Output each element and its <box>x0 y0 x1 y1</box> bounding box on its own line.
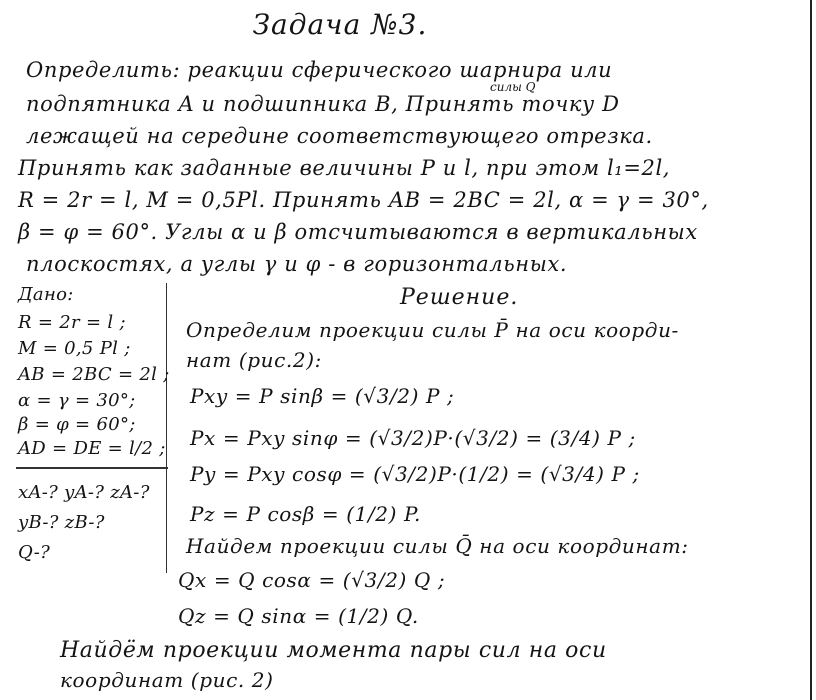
given-item: β = φ = 60°; <box>18 414 136 435</box>
unknown-item: Q-? <box>18 542 51 563</box>
problem-line: Принять как заданные величины P и l, при этом l₁=2l, <box>18 156 671 180</box>
formula-line: Pz = P cosβ = (1/2) P. <box>190 502 421 526</box>
given-item: M = 0,5 Pl ; <box>18 338 131 359</box>
given-divider <box>16 467 168 469</box>
solution-line: Определим проекции силы P̄ на оси коорди- <box>186 318 679 342</box>
formula-line: Px = Pxy sinφ = (√3/2)P·(√3/2) = (3/4) P ; <box>190 426 636 450</box>
formula-line: Qx = Q cosα = (√3/2) Q ; <box>178 568 446 592</box>
solution-line: нат (рис.2): <box>186 348 322 372</box>
formula-line: Pxy = P sinβ = (√3/2) P ; <box>190 384 455 408</box>
solution-line: координат (рис. 2) <box>60 668 274 692</box>
problem-line: R = 2r = l, M = 0,5Pl. Принять AB = 2BC = 2l, α = γ = 30°, <box>18 188 709 212</box>
given-item: α = γ = 30°; <box>18 390 136 411</box>
unknown-item: xA-? yA-? zA-? <box>18 482 150 503</box>
given-item: AD = DE = l/2 ; <box>18 438 166 459</box>
solution-line: Найдём проекции момента пары сил на оси <box>60 638 607 663</box>
formula-line: Py = Pxy cosφ = (√3/2)P·(1/2) = (√3/4) P ; <box>190 462 640 486</box>
margin-annotation: силы Q <box>490 80 536 94</box>
formula-line: Qz = Q sinα = (1/2) Q. <box>178 604 419 628</box>
problem-line: β = φ = 60°. Углы α и β отсчитываются в вертикальных <box>18 220 698 244</box>
given-item: R = 2r = l ; <box>18 312 126 333</box>
problem-line: плоскостях, а углы γ и φ - в горизонтальных. <box>26 252 568 276</box>
problem-line: лежащей на середине соответствующего отрезка. <box>26 124 653 148</box>
given-item: AB = 2BC = 2l ; <box>18 364 170 385</box>
problem-line: подпятника A и подшипника B, Принять точку D <box>26 92 620 116</box>
problem-line: Определить: реакции сферического шарнира или <box>26 58 613 82</box>
page-edge-line <box>810 0 812 700</box>
solution-heading: Решение. <box>400 285 519 310</box>
given-label: Дано: <box>18 284 74 305</box>
page-title: Задача №3. <box>252 8 428 41</box>
unknown-item: yB-? zB-? <box>18 512 105 533</box>
solution-line: Найдем проекции силы Q̄ на оси координат: <box>186 534 689 558</box>
